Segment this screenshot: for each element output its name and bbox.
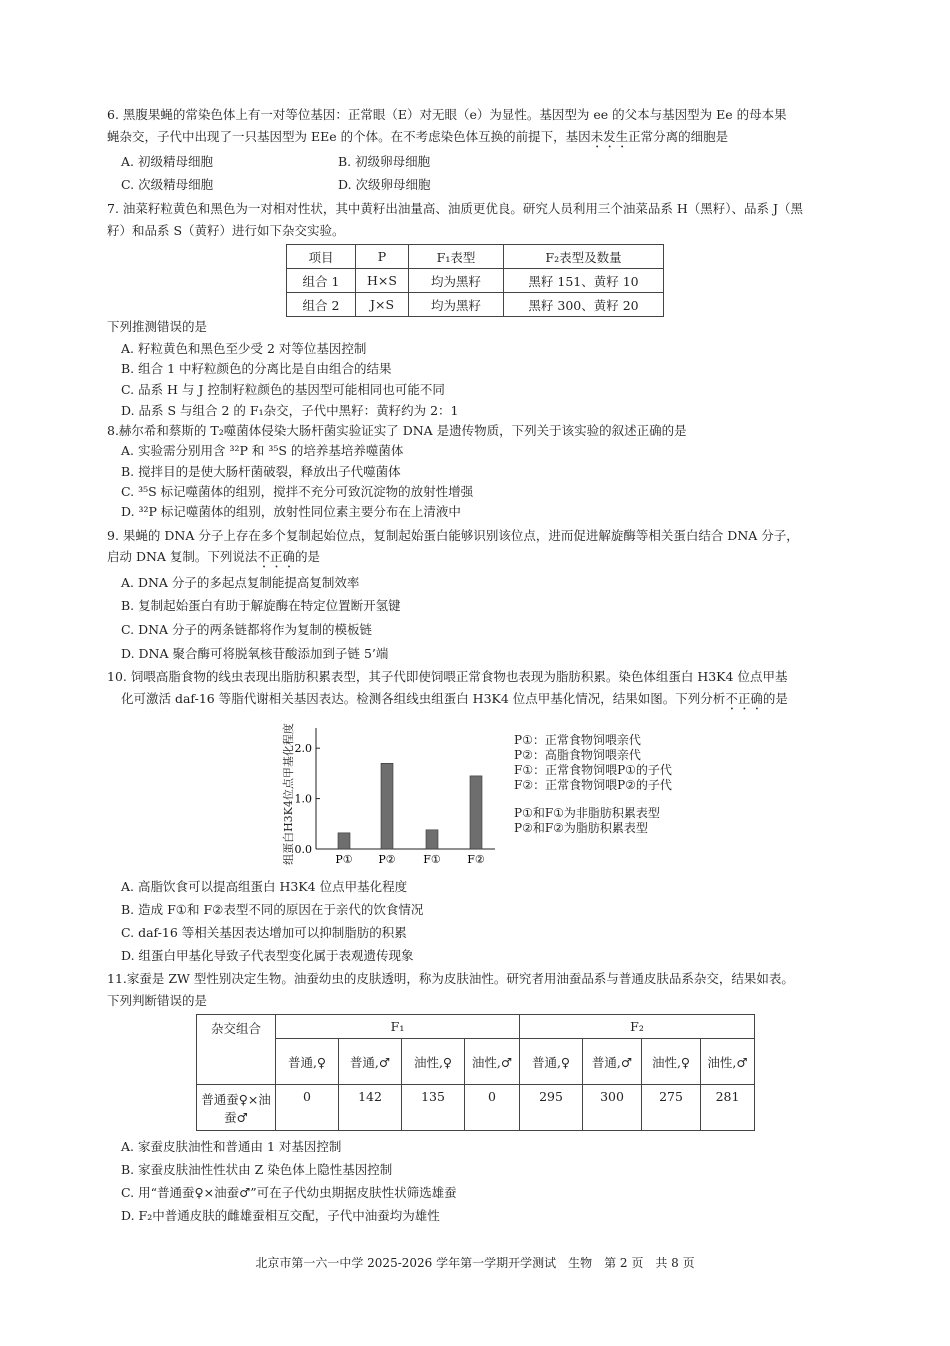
q6-option-a: A. 初级精母细胞 (121, 154, 213, 169)
table-cell: 均为黑籽 (409, 269, 504, 293)
q10-option-d: D. 组蛋白甲基化导致子代表型变化属于表观遗传现象 (121, 948, 414, 963)
q6-option-b: B. 初级卵母细胞 (338, 154, 431, 169)
methylation-bar-chart (270, 718, 510, 878)
q11-th-f2: F₂ (520, 1015, 755, 1039)
table-subheader: 油性,♂ (701, 1039, 755, 1085)
table-cell: 0 (276, 1085, 339, 1131)
q11-table (196, 1014, 755, 1131)
emphasis-incorrect: 不正确 (257, 549, 295, 564)
chart-category-label: P② (378, 853, 396, 866)
table-cell: 0 (465, 1085, 520, 1131)
table-cell: 组合 2 (287, 293, 356, 317)
q7-stem-line1: 7. 油菜籽粒黄色和黑色为一对相对性状，其中黄籽出油量高、油质更优良。研究人员利用三个油菜品系 H（黑籽）、品系 J（黑 (107, 201, 804, 216)
table-cell: 142 (339, 1085, 402, 1131)
q11-option-c: C. 用“普通蚕♀×油蚕♂”可在子代幼虫期据皮肤性状筛选雄蚕 (121, 1185, 457, 1200)
q7-th-f2: F₂表型及数量 (504, 245, 664, 269)
chart-category-label: F② (467, 853, 485, 866)
table-cell: 组合 1 (287, 269, 356, 293)
chart-bar-4 (470, 776, 482, 849)
table-cell: 黑籽 151、黄籽 10 (504, 269, 664, 293)
q9-option-c: C. DNA 分子的两条链都将作为复制的模板链 (121, 622, 373, 637)
q11-option-b: B. 家蚕皮肤油性性状由 Z 染色体上隐性基因控制 (121, 1162, 393, 1177)
q9-option-a: A. DNA 分子的多起点复制能提高复制效率 (121, 575, 360, 590)
q6-stem-line2: 蝇杂交，子代中出现了一只基因型为 EEe 的个体。在不考虑染色体互换的前提下，基因未发生正常分离的细胞是 (107, 129, 729, 144)
q9-stem-line2: 启动 DNA 复制。下列说法不正确的是 (107, 549, 320, 564)
emphasis-not-occur: 未发生 (590, 129, 629, 144)
chart-legend-3: F①：正常食物饲喂P①的子代 (514, 763, 672, 777)
chart-category-label: F① (423, 853, 441, 866)
q6-option-c: C. 次级精母细胞 (121, 177, 214, 192)
q7-option-b: B. 组合 1 中籽粒颜色的分离比是自由组合的结果 (121, 361, 392, 376)
q11-option-a: A. 家蚕皮肤油性和普通由 1 对基因控制 (121, 1139, 342, 1154)
table-subheader: 油性,♀ (402, 1039, 465, 1085)
q7-prompt: 下列推测错误的是 (107, 319, 208, 334)
page-footer: 北京市第一六一中学 2025-2026 学年第一学期开学测试 生物 第 2 页 共 8 页 (255, 1256, 695, 1270)
q9-option-d: D. DNA 聚合酶可将脱氧核苷酸添加到子链 5’端 (121, 646, 389, 661)
q8-option-a: A. 实验需分别用含 ³²P 和 ³⁵S 的培养基培养噬菌体 (121, 443, 404, 458)
q10-option-b: B. 造成 F①和 F②表型不同的原因在于亲代的饮食情况 (121, 902, 424, 917)
table-cell: 300 (583, 1085, 642, 1131)
table-cell: 135 (402, 1085, 465, 1131)
table-subheader: 普通,♂ (339, 1039, 402, 1085)
q11-th-combo: 杂交组合 (197, 1015, 276, 1085)
q11-th-f1: F₁ (276, 1015, 520, 1039)
table-subheader: 普通,♀ (276, 1039, 339, 1085)
q6-option-d: D. 次级卵母细胞 (338, 177, 431, 192)
table-subheader: 油性,♂ (465, 1039, 520, 1085)
chart-bar-3 (426, 830, 438, 849)
q11-stem-line2: 下列判断错误的是 (107, 993, 208, 1008)
table-cell: H×S (356, 269, 409, 293)
q10-stem-line2: 化可激活 daf-16 等脂代谢相关基因表达。检测各组线虫组蛋白 H3K4 位点甲基化情况，结果如图。下列分析不正确的是 (121, 691, 788, 706)
chart-ytick-label: 0.0 (294, 843, 312, 856)
chart-note-2: P②和F②为脂肪积累表型 (514, 821, 648, 835)
chart-ylabel: 组蛋白H3K4位点甲基化程度 (282, 723, 295, 865)
q11-stem-line1: 11.家蚕是 ZW 型性别决定生物。油蚕幼虫的皮肤透明，称为皮肤油性。研究者用油蚕品系与普通皮肤品系杂交，结果如表。 (107, 971, 794, 986)
q8-option-c: C. ³⁵S 标记噬菌体的组别，搅拌不充分可致沉淀物的放射性增强 (121, 484, 474, 499)
table-cell: 275 (642, 1085, 701, 1131)
table-row (287, 269, 664, 293)
chart-bar-1 (338, 833, 350, 849)
q7-th-f1: F₁表型 (409, 245, 504, 269)
emphasis-incorrect: 不正确 (725, 691, 763, 706)
q10-option-a: A. 高脂饮食可以提高组蛋白 H3K4 位点甲基化程度 (121, 879, 408, 894)
q9-option-b: B. 复制起始蛋白有助于解旋酶在特定位置断开氢键 (121, 598, 401, 613)
q6-stem-line1: 6. 黑腹果蝇的常染色体上有一对等位基因：正常眼（E）对无眼（e）为显性。基因型为 ee 的父本与基因型为 Ee 的母本果 (107, 107, 787, 122)
q10-option-c: C. daf-16 等相关基因表达增加可以抑制脂肪的积累 (121, 925, 407, 940)
table-row (287, 293, 664, 317)
chart-bar-2 (381, 763, 393, 849)
q10-stem-line1: 10. 饲喂高脂食物的线虫表现出脂肪积累表型，其子代即使饲喂正常食物也表现为脂肪积累。染色体组蛋白 H3K4 位点甲基 (107, 669, 788, 684)
q9-stem-line1: 9. 果蝇的 DNA 分子上存在多个复制起始位点，复制起始蛋白能够识别该位点，进而促进解旋酶等相关蛋白结合 DNA 分子， (107, 528, 799, 543)
q8-option-d: D. ³²P 标记噬菌体的组别，放射性同位素主要分布在上清液中 (121, 504, 461, 519)
chart-note-1: P①和F①为非脂肪积累表型 (514, 806, 660, 820)
q11-option-d: D. F₂中普通皮肤的雌雄蚕相互交配，子代中油蚕均为雄性 (121, 1208, 440, 1223)
chart-legend-1: P①：正常食物饲喂亲代 (514, 733, 641, 747)
table-cell: 普通蚕♀×油蚕♂ (197, 1085, 276, 1131)
table-cell: 黑籽 300、黄籽 20 (504, 293, 664, 317)
q7-th-item: 项目 (287, 245, 356, 269)
chart-ytick-label: 2.0 (294, 742, 312, 756)
chart-legend-4: F②：正常食物饲喂P②的子代 (514, 778, 672, 792)
table-subheader: 普通,♂ (583, 1039, 642, 1085)
q7-option-c: C. 品系 H 与 J 控制籽粒颜色的基因型可能相同也可能不同 (121, 382, 445, 397)
chart-legend-2: P②：高脂食物饲喂亲代 (514, 748, 641, 762)
q7-stem-line2: 籽）和品系 S（黄籽）进行如下杂交实验。 (107, 223, 345, 238)
table-row (197, 1085, 755, 1131)
table-subheader: 油性,♀ (642, 1039, 701, 1085)
q8-option-b: B. 搅拌目的是使大肠杆菌破裂，释放出子代噬菌体 (121, 464, 401, 479)
table-cell: 均为黑籽 (409, 293, 504, 317)
table-cell: 295 (520, 1085, 583, 1131)
q8-stem: 8.赫尔希和蔡斯的 T₂噬菌体侵染大肠杆菌实验证实了 DNA 是遗传物质，下列关于该实验的叙述正确的是 (107, 423, 687, 438)
chart-category-label: P① (335, 853, 353, 866)
chart-ytick-label: 1.0 (294, 792, 312, 806)
table-subheader: 普通,♀ (520, 1039, 583, 1085)
q7-th-p: P (356, 245, 409, 269)
table-cell: J×S (356, 293, 409, 317)
table-cell: 281 (701, 1085, 755, 1131)
q7-table (286, 244, 664, 317)
q7-option-d: D. 品系 S 与组合 2 的 F₁杂交，子代中黑籽：黄籽约为 2：1 (121, 403, 459, 418)
q7-option-a: A. 籽粒黄色和黑色至少受 2 对等位基因控制 (121, 341, 367, 356)
